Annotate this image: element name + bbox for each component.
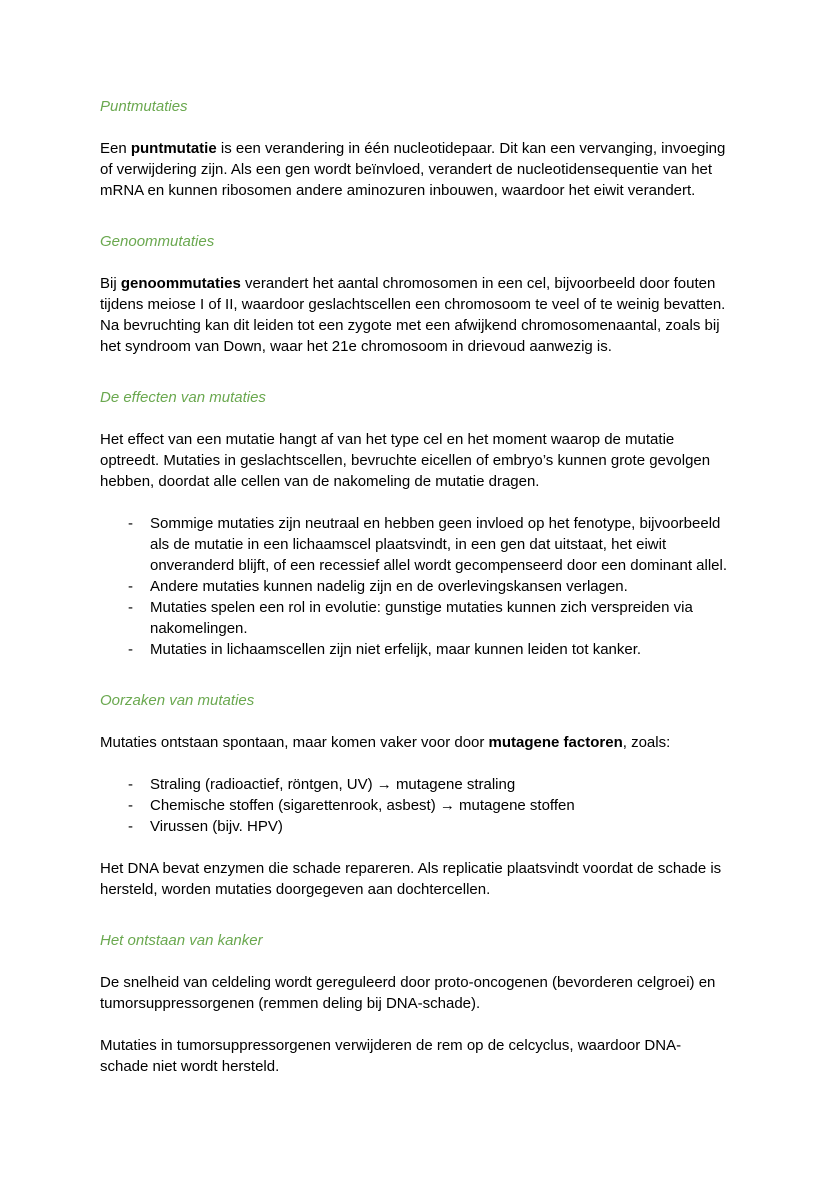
text-run: , zoals: <box>622 734 671 751</box>
paragraph-dna-reparatie: Het DNA bevat enzymen die schade repareren. Als replicatie plaatsvindt voordat de schade is hersteld, worden mutaties doorgegeven aan dochtercellen. <box>100 860 722 898</box>
bullet-text: Sommige mutaties zijn neutraal en hebben geen invloed op het fenotype, bijvoorbeeld als de mutatie in een lichaamscel plaatsvindt, in een gen dat uitstaat, het eiwit onveranderd blijft, of een recessief allel wordt gecompenseerd door een dominant allel. <box>150 515 728 574</box>
text-run: Bij <box>100 275 121 292</box>
list-item <box>100 576 728 597</box>
bullet-marker: - <box>128 599 133 616</box>
list-item <box>100 795 728 816</box>
section-heading-puntmutaties: Puntmutaties <box>100 98 188 115</box>
bullet-text: Straling (radioactief, röntgen, UV) → mutagene straling <box>150 776 516 793</box>
section-heading-effecten: De effecten van mutaties <box>100 389 266 406</box>
section-heading-kanker: Het ontstaan van kanker <box>100 932 263 949</box>
list-item <box>100 513 728 576</box>
paragraph-genoommutaties <box>100 273 728 357</box>
text-run: Een <box>100 140 131 157</box>
bullet-list-oorzaken <box>100 774 728 837</box>
paragraph-puntmutatie <box>100 138 728 201</box>
bullet-marker: - <box>128 776 133 793</box>
paragraph-oorzaken <box>100 732 728 753</box>
paragraph-tumorsuppressorgenen: Mutaties in tumorsuppressorgenen verwijderen de rem op de celcyclus, waardoor DNA-schade niet wordt hersteld. <box>100 1037 682 1075</box>
list-item <box>100 816 728 837</box>
list-item <box>100 597 728 639</box>
bold-term-puntmutatie: puntmutatie <box>130 140 217 157</box>
list-item <box>100 639 728 660</box>
bold-term-genoommutaties: genoommutaties <box>120 275 241 292</box>
bullet-text: Virussen (bijv. HPV) <box>150 818 283 835</box>
bullet-text: Mutaties in lichaamscellen zijn niet erfelijk, maar kunnen leiden tot kanker. <box>150 641 642 658</box>
list-item <box>100 774 728 795</box>
bold-term-mutagene-factoren: mutagene factoren <box>488 734 623 751</box>
bullet-marker: - <box>128 797 133 814</box>
section-heading-oorzaken: Oorzaken van mutaties <box>100 692 255 709</box>
text-run: is een verandering in één nucleotidepaar. Dit kan een vervanging, invoeging of verwijdering zijn. Als een gen wordt beïnvloed, verandert de nucleotidensequentie van het mRNA en kunnen ribosomen andere aminozuren inbouwen, waardoor het eiwit verandert. <box>100 140 726 199</box>
section-heading-genoommutaties: Genoommutaties <box>100 233 215 250</box>
bullet-text: Chemische stoffen (sigarettenrook, asbest) → mutagene stoffen <box>150 797 575 814</box>
bullet-marker: - <box>128 578 133 595</box>
text-run: Mutaties ontstaan spontaan, maar komen vaker voor door <box>100 734 489 751</box>
bullet-marker: - <box>128 641 133 658</box>
text-run: verandert het aantal chromosomen in een cel, bijvoorbeeld door fouten tijdens meiose I of II, waardoor geslachtscellen een chromosoom te veel of te weinig bevatten. Na bevruchting kan dit leiden tot een zygote met een afwijkend chromosomenaantal, zoals bij het syndroom van Down, waar het 21e chromosoom in drievoud aanwezig is. <box>100 275 726 355</box>
paragraph-celdeling: De snelheid van celdeling wordt gereguleerd door proto-oncogenen (bevorderen celgroei) en tumorsuppressorgenen (remmen deling bij DNA-schade). <box>100 974 716 1012</box>
bullet-text: Mutaties spelen een rol in evolutie: gunstige mutaties kunnen zich verspreiden via nakomelingen. <box>150 599 693 637</box>
bullet-marker: - <box>128 515 133 532</box>
bullet-marker: - <box>128 818 133 835</box>
bullet-text: Andere mutaties kunnen nadelig zijn en de overlevingskansen verlagen. <box>150 578 628 595</box>
paragraph-effecten: Het effect van een mutatie hangt af van het type cel en het moment waarop de mutatie optreedt. Mutaties in geslachtscellen, bevruchte eicellen of embryo’s kunnen grote gevolgen hebben, doordat alle cellen van de nakomeling de mutatie dragen. <box>100 431 711 490</box>
bullet-list-effecten <box>100 513 728 660</box>
